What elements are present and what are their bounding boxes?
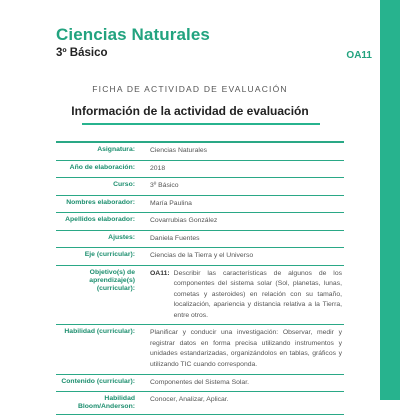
row-label: Curso:	[113, 181, 135, 189]
row-value: Daniela Fuentes	[150, 234, 200, 242]
row-value: Planificar y conducir una investigación: Observar, medir y registrar datos en forma precisa utilizando instrumentos y unidades estandarizadas, organizándolos en tablas, gráficos y utilizando TIC cuando corresponda.	[150, 329, 342, 368]
table-row	[56, 212, 344, 231]
subject-title: Ciencias Naturales	[56, 25, 210, 44]
row-value: Ciencias Naturales	[150, 147, 208, 154]
row-label: Objetivo(s) de aprendizaje(s) (curricular):	[89, 268, 135, 293]
row-label: Año de elaboración:	[69, 163, 135, 171]
row-value: María Paulina	[150, 199, 192, 207]
grade-label: 3º Básico	[56, 47, 108, 59]
row-label: Habilidad Bloom/Anderson:	[77, 395, 135, 411]
table-row	[56, 391, 344, 415]
row-value: 2018	[150, 164, 166, 172]
table-row	[56, 177, 344, 196]
row-label: Ajustes:	[108, 233, 135, 241]
table-row	[56, 247, 344, 266]
row-value: Covarrubias González	[150, 217, 218, 225]
row-value: Ciencias de la Tierra y el Universo	[150, 252, 254, 260]
oa-tag: OA11:	[150, 269, 170, 277]
sheet-kicker: FICHA DE ACTIVIDAD DE EVALUACIÓN	[92, 84, 288, 94]
row-value: 3º Básico	[150, 182, 179, 190]
table-row	[56, 160, 344, 179]
sheet-heading: Información de la actividad de evaluación	[71, 104, 309, 118]
table-row	[56, 195, 344, 214]
row-value	[140, 266, 344, 325]
row-label: Contenido (curricular):	[61, 377, 135, 385]
row-label: Asignatura:	[97, 146, 135, 153]
oa-description: Describir las características de algunos de los componentes del sistema solar (Sol, planetas, lunas, cometas y asteroides) en relación con su tamaño, localización, apariencia y distancia relativa a la Tierra, entre otros.	[173, 269, 342, 319]
table-row	[56, 374, 344, 393]
table-row	[56, 265, 344, 326]
table-row	[56, 230, 344, 249]
oa-code: OA11	[346, 50, 372, 61]
info-table	[56, 142, 344, 415]
table-row	[56, 324, 344, 374]
table-row	[56, 141, 344, 161]
row-label: Habilidad (curricular):	[64, 328, 135, 336]
row-label: Nombres elaborador:	[66, 198, 135, 206]
row-value: Conocer, Analizar, Aplicar.	[150, 396, 229, 404]
row-value: Componentes del Sistema Solar.	[150, 378, 249, 386]
heading-rule	[82, 123, 320, 125]
row-label: Eje (curricular):	[84, 251, 135, 259]
side-accent-bar	[380, 0, 400, 400]
row-label: Apellidos elaborador:	[65, 216, 135, 224]
